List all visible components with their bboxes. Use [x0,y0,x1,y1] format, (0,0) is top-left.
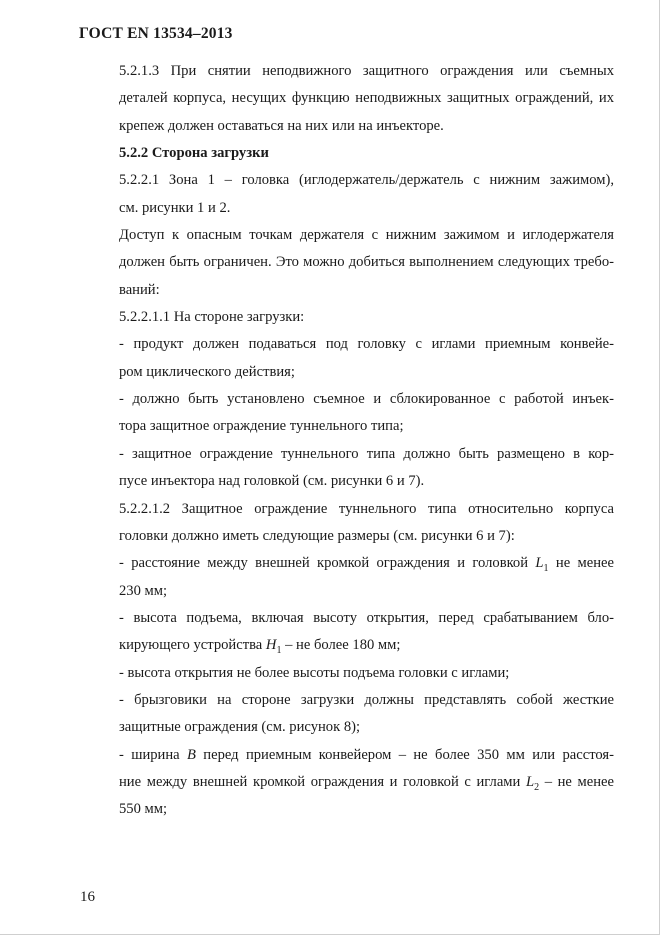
text-fragment: ние между внешней кромкой ограждения и головкой с иглами [119,773,526,790]
document-body [79,58,614,824]
paragraph-5-2-2-1-2 [79,496,614,551]
paragraph-5-2-1-3 [79,58,614,140]
variable-subscript: 2 [534,781,540,793]
text-line: 230 мм; [119,582,168,599]
text-line [79,550,614,577]
text-line: ваний: [119,281,160,298]
text-line: - должно быть установлено съемное и сблокированное с работой инъек- [119,391,614,408]
variable-symbol: B [187,746,196,763]
page-number: 16 [80,889,95,905]
text-fragment: перед приемным конвейером – не более 350 мм или расстоя- [195,746,614,763]
list-item-lift-height [79,605,614,660]
list-item-width-b [79,742,614,824]
text-line: см. рисунки 1 и 2. [119,199,231,216]
section-heading-5-2-2: 5.2.2 Сторона загрузки [119,145,269,162]
list-item-distance-l1 [79,550,614,605]
text-line: пусе инъектора над головкой (см. рисунки 6 и 7). [119,473,425,490]
paragraph-5-2-2-1 [79,167,614,222]
text-fragment: кирующего устройства [119,637,266,654]
variable-symbol: H [265,637,277,654]
text-line: ром циклического действия; [119,363,295,380]
text-line [79,742,614,769]
text-line: 550 мм; [119,801,168,818]
text-line: - продукт должен подаваться под головку с иглами приемным конвейе- [119,336,614,353]
list-item-tunnel-guard [79,441,614,496]
text-fragment: – не более 180 мм; [281,637,401,654]
text-line: должен быть ограничен. Это можно добиться выполнением следующих требо- [119,254,614,271]
text-fragment: – не менее [539,773,614,790]
text-line: 5.2.2.1 Зона 1 – головка (иглодержатель/держатель с нижним зажимом), [119,172,614,189]
text-line: - брызговики на стороне загрузки должны представлять собой жесткие [119,691,614,708]
text-line [79,769,614,796]
text-line: тора защитное ограждение туннельного типа; [119,418,404,435]
text-fragment: не менее [548,555,615,572]
variable-subscript: 1 [543,563,549,575]
text-line: головки должно иметь следующие размеры (см. рисунки 6 и 7): [119,527,515,544]
text-fragment: - расстояние между внешней кромкой ограждения и головкой [119,555,536,572]
variable-symbol: L [535,555,544,572]
paragraph-5-2-2-1-1: 5.2.2.1.1 На стороне загрузки: [119,309,305,326]
text-line [79,632,614,659]
text-line: Доступ к опасным точкам держателя с нижним зажимом и иглодержателя [119,227,614,244]
document-header: ГОСТ EN 13534–2013 [79,25,233,42]
list-item-removable-guard [79,386,614,441]
text-line: крепеж должен оставаться на них или на инъекторе. [119,117,444,134]
text-line: защитные ограждения (см. рисунок 8); [119,719,361,736]
text-line: - высота подъема, включая высоту открытия, перед срабатыванием бло- [119,609,614,626]
variable-subscript: 1 [276,645,282,657]
list-item-splash-guards [79,687,614,742]
list-item-product-feed [79,331,614,386]
text-line: 5.2.1.3 При снятии неподвижного защитного ограждения или съемных [119,63,614,79]
text-line: - защитное ограждение туннельного типа должно быть размещено в кор- [119,445,614,462]
text-fragment: - ширина [119,746,188,763]
paragraph-access [79,222,614,304]
variable-symbol: L [525,773,535,790]
list-item-opening-height: - высота открытия не более высоты подъема головки с иглами; [119,664,510,681]
text-line: 5.2.2.1.2 Защитное ограждение туннельного типа относительно корпуса [119,500,614,517]
text-line: деталей корпуса, несущих функцию неподвижных защитных ограждений, их [119,90,614,107]
